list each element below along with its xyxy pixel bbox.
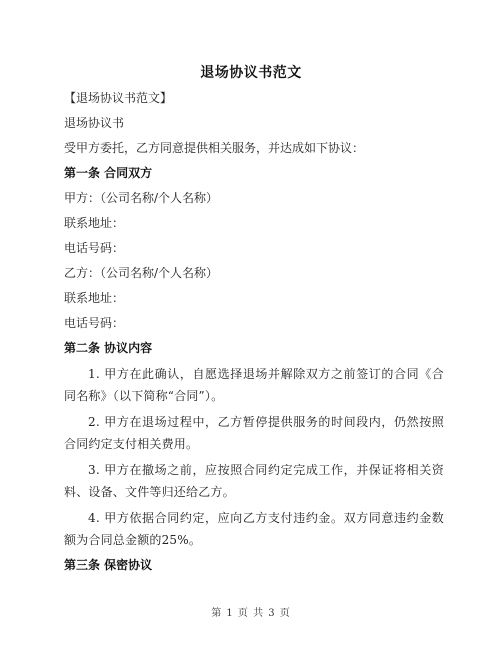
party-b-phone: 电话号码： [64,316,125,330]
party-a-phone: 电话号码： [64,241,125,255]
clause-4: 4. 甲方依据合同约定，应向乙方支付违约金。双方同意违约金数额为合同总金额的25%。 [64,511,444,547]
clause-3: 3. 甲方在撤场之前，应按照合同约定完成工作，并保证将相关资料、设备、文件等归还给乙方。 [64,463,444,499]
party-a-address: 联系地址： [64,216,125,230]
page-number-footer: 第 1 页 共 3 页 [211,608,291,619]
paragraph-bracket-title: 【退场协议书范文】 [64,91,173,105]
party-b-address: 联系地址： [64,291,125,305]
clause-1: 1. 甲方在此确认，自愿选择退场并解除双方之前签订的合同《合同名称》（以下简称“合同”）。 [64,367,444,403]
party-b-name: 乙方：（公司名称/个人名称） [64,266,219,280]
paragraph-intro: 受甲方委托，乙方同意提供相关服务，并达成如下协议： [64,141,365,155]
document-title: 退场协议书范文 [200,65,302,81]
paragraph-agreement-name: 退场协议书 [64,116,125,130]
party-a-name: 甲方：（公司名称/个人名称） [64,191,219,205]
document-body [64,88,444,580]
section-heading-3: 第三条 保密协议 [64,558,153,572]
section-heading-2: 第二条 协议内容 [64,341,153,355]
section-heading-1: 第一条 合同双方 [64,166,153,180]
clause-2: 2. 甲方在退场过程中，乙方暂停提供服务的时间段内，仍然按照合同约定支付相关费用。 [64,415,444,451]
